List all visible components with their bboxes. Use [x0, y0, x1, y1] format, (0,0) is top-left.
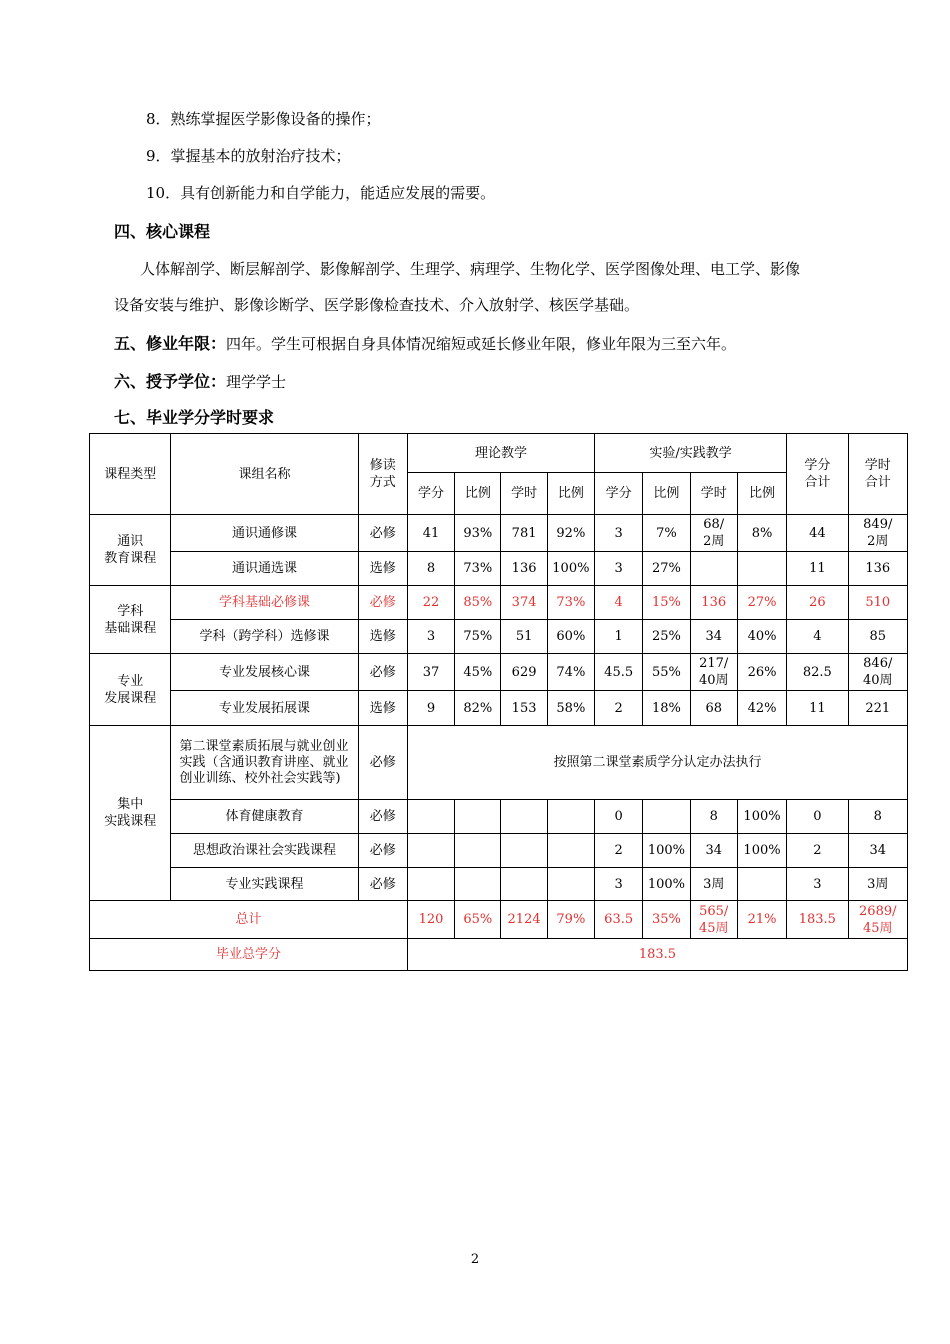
table-cell: 100% [643, 868, 690, 901]
table-cell: 思想政治课社会实践课程 [171, 834, 358, 868]
table-cell: 60% [547, 620, 594, 654]
core-courses-line-1: 人体解剖学、断层解剖学、影像解剖学、生理学、病理学、生物化学、医学图像处理、电工学、影像 [140, 260, 801, 278]
total-cell: 2689/ 45周 [848, 901, 907, 939]
table-cell: 55% [643, 654, 690, 691]
category-practice: 集中 实践课程 [90, 726, 171, 901]
list-item-8: 8．熟练掌握医学影像设备的操作； [146, 110, 381, 128]
table-cell: 3 [595, 552, 643, 586]
table-cell [501, 868, 547, 901]
total-cell: 63.5 [595, 901, 643, 939]
table-cell: 3周 [848, 868, 907, 901]
header-study-mode: 修读 方式 [358, 434, 407, 515]
table-cell: 22 [407, 586, 454, 620]
table-cell: 136 [690, 586, 737, 620]
category-major: 专业 发展课程 [90, 654, 171, 726]
header-hour-total: 学时 合计 [848, 434, 907, 515]
table-cell: 100% [643, 834, 690, 868]
table-cell: 34 [690, 834, 737, 868]
total-cell: 2124 [501, 901, 547, 939]
table-cell: 26% [737, 654, 786, 691]
degree-heading: 六、授予学位： [114, 372, 227, 391]
page-number: 2 [470, 1252, 480, 1267]
study-duration-paragraph [114, 331, 736, 354]
table-row-highlighted [90, 586, 908, 620]
table-cell: 2 [787, 834, 848, 868]
table-cell: 51 [501, 620, 547, 654]
table-cell: 选修 [358, 620, 407, 654]
total-cell: 79% [547, 901, 594, 939]
credit-requirements-table [89, 433, 908, 971]
table-cell: 7% [643, 515, 690, 552]
table-cell: 45% [455, 654, 501, 691]
table-cell: 1 [595, 620, 643, 654]
table-cell [501, 834, 547, 868]
table-cell [737, 868, 786, 901]
table-cell: 通识通选课 [171, 552, 358, 586]
table-cell: 629 [501, 654, 547, 691]
table-cell: 136 [501, 552, 547, 586]
table-cell [455, 800, 501, 834]
table-cell [547, 868, 594, 901]
table-cell: 26 [787, 586, 848, 620]
table-cell: 40% [737, 620, 786, 654]
degree-paragraph [114, 369, 286, 392]
table-cell: 93% [455, 515, 501, 552]
table-cell: 学科（跨学科）选修课 [171, 620, 358, 654]
table-row [90, 868, 908, 901]
table-cell: 510 [848, 586, 907, 620]
table-cell [547, 834, 594, 868]
table-cell: 选修 [358, 691, 407, 726]
table-row [90, 620, 908, 654]
table-cell: 8 [848, 800, 907, 834]
table-cell: 85% [455, 586, 501, 620]
category-general: 通识 教育课程 [90, 515, 171, 586]
table-cell: 3 [407, 620, 454, 654]
table-cell: 68/ 2周 [690, 515, 737, 552]
table-cell: 136 [848, 552, 907, 586]
header-group-name: 课组名称 [171, 434, 358, 515]
table-cell: 153 [501, 691, 547, 726]
header-course-type: 课程类型 [90, 434, 171, 515]
total-cell: 183.5 [787, 901, 848, 939]
subheader-cell: 比例 [737, 473, 786, 515]
table-cell: 8 [690, 800, 737, 834]
study-duration-heading: 五、修业年限： [114, 334, 227, 353]
table-cell: 42% [737, 691, 786, 726]
table-cell: 73% [455, 552, 501, 586]
table-row [90, 726, 908, 800]
table-cell: 2 [595, 691, 643, 726]
table-cell [455, 868, 501, 901]
header-credit-total: 学分 合计 [787, 434, 848, 515]
table-cell [737, 552, 786, 586]
core-courses-line-2: 设备安装与维护、影像诊断学、医学影像检查技术、介入放射学、核医学基础。 [114, 296, 640, 314]
table-cell: 3周 [690, 868, 737, 901]
table-cell: 27% [643, 552, 690, 586]
table-cell: 45.5 [595, 654, 643, 691]
second-class-note: 按照第二课堂素质学分认定办法执行 [407, 726, 907, 800]
header-theory: 理论教学 [407, 434, 594, 473]
total-row [90, 901, 908, 939]
table-cell: 781 [501, 515, 547, 552]
subheader-cell: 比例 [455, 473, 501, 515]
table-cell: 18% [643, 691, 690, 726]
table-cell: 0 [787, 800, 848, 834]
table-cell: 25% [643, 620, 690, 654]
table-cell: 专业发展拓展课 [171, 691, 358, 726]
table-cell [455, 834, 501, 868]
second-class-name: 第二课堂素质拓展与就业创业实践（含通识教育讲座、就业创业训练、校外社会实践等) [171, 726, 358, 800]
table-cell: 44 [787, 515, 848, 552]
table-cell: 3 [595, 868, 643, 901]
table-cell: 82.5 [787, 654, 848, 691]
graduation-row [90, 939, 908, 971]
table-cell: 通识通修课 [171, 515, 358, 552]
table-cell: 体育健康教育 [171, 800, 358, 834]
table-cell: 73% [547, 586, 594, 620]
table-cell: 34 [848, 834, 907, 868]
total-cell: 35% [643, 901, 690, 939]
table-cell: 374 [501, 586, 547, 620]
table-cell: 0 [595, 800, 643, 834]
table-cell: 92% [547, 515, 594, 552]
study-duration-text: 四年。学生可根据自身具体情况缩短或延长修业年限，修业年限为三至六年。 [226, 335, 737, 353]
list-item-9: 9．掌握基本的放射治疗技术； [146, 147, 351, 165]
table-cell: 217/ 40周 [690, 654, 737, 691]
table-header-row [90, 434, 908, 473]
table-cell: 221 [848, 691, 907, 726]
total-cell: 65% [455, 901, 501, 939]
subheader-cell: 比例 [643, 473, 690, 515]
table-cell [407, 868, 454, 901]
table-row [90, 515, 908, 552]
table-cell: 15% [643, 586, 690, 620]
table-cell: 9 [407, 691, 454, 726]
total-cell: 565/ 45周 [690, 901, 737, 939]
table-cell: 85 [848, 620, 907, 654]
table-cell: 必修 [358, 800, 407, 834]
table-cell: 4 [787, 620, 848, 654]
table-cell: 27% [737, 586, 786, 620]
table-cell: 68 [690, 691, 737, 726]
total-cell: 120 [407, 901, 454, 939]
list-item-10: 10．具有创新能力和自学能力，能适应发展的需要。 [146, 184, 496, 202]
subheader-cell: 学时 [501, 473, 547, 515]
table-cell: 必修 [358, 868, 407, 901]
category-discipline: 学科 基础课程 [90, 586, 171, 654]
table-row [90, 691, 908, 726]
table-cell: 82% [455, 691, 501, 726]
table-cell: 34 [690, 620, 737, 654]
graduation-label: 毕业总学分 [90, 939, 408, 971]
table-cell: 11 [787, 691, 848, 726]
table-cell: 41 [407, 515, 454, 552]
total-cell: 21% [737, 901, 786, 939]
table-cell: 学科基础必修课 [171, 586, 358, 620]
table-cell: 4 [595, 586, 643, 620]
subheader-cell: 学分 [407, 473, 454, 515]
table-cell: 75% [455, 620, 501, 654]
table-cell: 37 [407, 654, 454, 691]
table-cell: 必修 [358, 834, 407, 868]
table-cell: 必修 [358, 515, 407, 552]
table-cell: 100% [737, 800, 786, 834]
second-class-mode: 必修 [358, 726, 407, 800]
subheader-cell: 学时 [690, 473, 737, 515]
table-cell: 专业实践课程 [171, 868, 358, 901]
table-cell: 100% [547, 552, 594, 586]
table-cell: 3 [595, 515, 643, 552]
table-cell: 选修 [358, 552, 407, 586]
table-cell [407, 800, 454, 834]
header-practice: 实验/实践教学 [595, 434, 787, 473]
table-cell [643, 800, 690, 834]
total-label: 总计 [90, 901, 408, 939]
degree-text: 理学学士 [226, 373, 287, 391]
table-cell: 必修 [358, 654, 407, 691]
table-cell: 2 [595, 834, 643, 868]
table-cell [407, 834, 454, 868]
table-row [90, 552, 908, 586]
table-cell: 3 [787, 868, 848, 901]
table-cell: 58% [547, 691, 594, 726]
subheader-cell: 学分 [595, 473, 643, 515]
section-core-courses-heading: 四、核心课程 [114, 222, 211, 241]
table-cell: 专业发展核心课 [171, 654, 358, 691]
table-cell: 74% [547, 654, 594, 691]
credit-requirements-heading: 七、毕业学分学时要求 [114, 408, 275, 427]
table-cell: 846/ 40周 [848, 654, 907, 691]
table-cell: 100% [737, 834, 786, 868]
table-row [90, 654, 908, 691]
table-cell: 11 [787, 552, 848, 586]
table-cell: 必修 [358, 586, 407, 620]
table-cell: 8 [407, 552, 454, 586]
table-cell [547, 800, 594, 834]
table-cell: 849/ 2周 [848, 515, 907, 552]
table-cell [501, 800, 547, 834]
table-cell [690, 552, 737, 586]
table-cell: 8% [737, 515, 786, 552]
table-row [90, 834, 908, 868]
table-row [90, 800, 908, 834]
subheader-cell: 比例 [547, 473, 594, 515]
graduation-value: 183.5 [407, 939, 907, 971]
